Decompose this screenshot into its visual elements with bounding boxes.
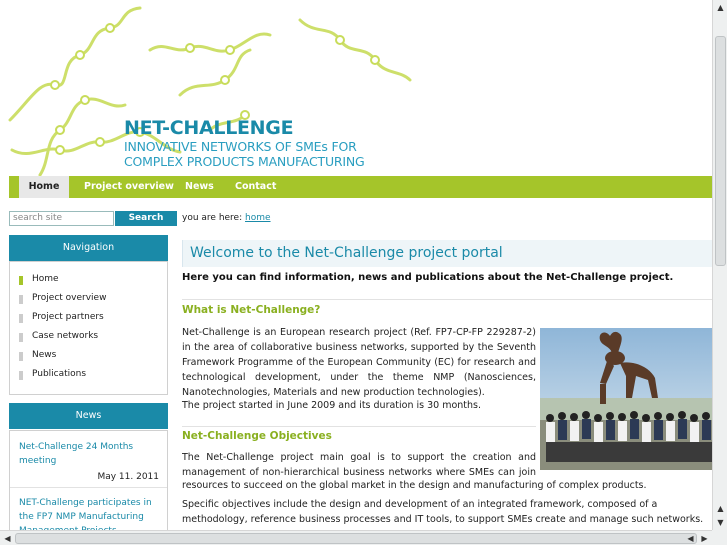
bullet-icon [19,314,23,323]
nav-item-label: Publications [32,369,87,379]
bullet-icon [19,333,23,342]
navigation-heading: Navigation [9,235,168,261]
section2-paragraph1-top [182,450,536,480]
group-photo-with-sculpture [540,328,712,470]
top-navigation-bar [9,176,712,198]
tab-contact[interactable]: Contact [235,181,277,192]
intro-text: Here you can find information, news and publications about the Net-Challenge project. [182,272,674,283]
scroll-right-icon[interactable]: ▶ [701,534,708,543]
tab-news[interactable]: News [185,181,214,192]
nav-item-label: Project overview [32,293,107,303]
horizontal-scrollbar[interactable] [0,530,712,545]
breadcrumb [182,213,271,223]
news-item-date: May 11. 2011 [97,472,159,482]
breadcrumb-link-home[interactable]: home [245,213,271,223]
scrollbar-thumb[interactable] [715,36,726,266]
divider [182,299,712,300]
nav-item-label: News [32,350,57,360]
news-heading: News [9,403,168,429]
search-form [9,211,167,226]
news-item-link[interactable]: Net-Challenge 24 Months meeting [19,442,134,466]
site-header [0,0,712,176]
scrollbar-corner [712,530,727,545]
brand-subtitle-line1: INNOVATIVE NETWORKS OF SMEs FOR [124,139,357,154]
brand-block [124,117,365,169]
section1-paragraph2: The project started in June 2009 and its duration is 30 months. [182,400,482,411]
scrollbar-thumb[interactable] [15,533,697,544]
scroll-left-icon[interactable]: ◀ [4,534,11,543]
section2-paragraph1-continued: resources to succeed on the global market in the design and manufacturing of complex products. [182,480,647,491]
section-heading-what-is: What is Net-Challenge? [182,304,321,316]
breadcrumb-prefix: you are here: [182,213,243,223]
news-item [19,440,159,482]
nav-item-label: Home [32,274,59,284]
section-heading-objectives: Net-Challenge Objectives [182,430,332,442]
section2-paragraph1-tail [182,478,712,493]
vertical-scrollbar[interactable] [712,0,727,530]
section1-paragraph1: Net-Challenge is an European research project (Ref. FP7-CP-FP 229287-2) in the area of collaborative business networks, supported by the Seventh Framework Programme of the European Community (EC) for research and technological development, under the theme NMP (Nanosciences, Nanotechnologies, Materials and new production technologies). [182,327,536,398]
search-button[interactable]: Search [115,211,177,226]
brand-subtitle-line2: COMPLEX PRODUCTS MANUFACTURING [124,154,365,169]
bullet-icon [19,295,23,304]
news-list [9,430,168,545]
brand-title: NET-CHALLENGE [124,117,294,139]
search-input[interactable]: search site [9,211,114,226]
nav-item-label: Case networks [32,331,99,341]
scroll-left-icon[interactable]: ◀ [687,534,694,543]
divider [10,487,167,488]
divider [182,426,536,427]
bullet-icon [19,371,23,380]
navigation-list [9,261,168,395]
page-title: Welcome to the Net-Challenge project portal [190,245,503,261]
scroll-up-icon[interactable]: ▲ [717,3,724,12]
scroll-up-icon[interactable]: ▲ [717,504,724,513]
tab-home[interactable]: Home [19,176,69,198]
nav-item-label: Project partners [32,312,104,322]
welcome-banner [182,240,712,267]
news-item-link[interactable]: NET-Challenge participates in the FP7 NMP Manufacturing [19,498,152,522]
scroll-down-icon[interactable]: ▼ [717,518,724,527]
tab-project-overview[interactable]: Project overview [84,181,174,192]
bullet-icon [19,276,23,285]
section2-paragraph2: Specific objectives include the design and development of an integrated framework, composed of a methodology, reference business processes and IT tools, to support SMEs create and manage such networks. [182,499,704,525]
section2-paragraph1: The Net-Challenge project main goal is to support the creation and management of non-hierarchical business networks where SMEs can join [182,452,536,478]
bullet-icon [19,352,23,361]
